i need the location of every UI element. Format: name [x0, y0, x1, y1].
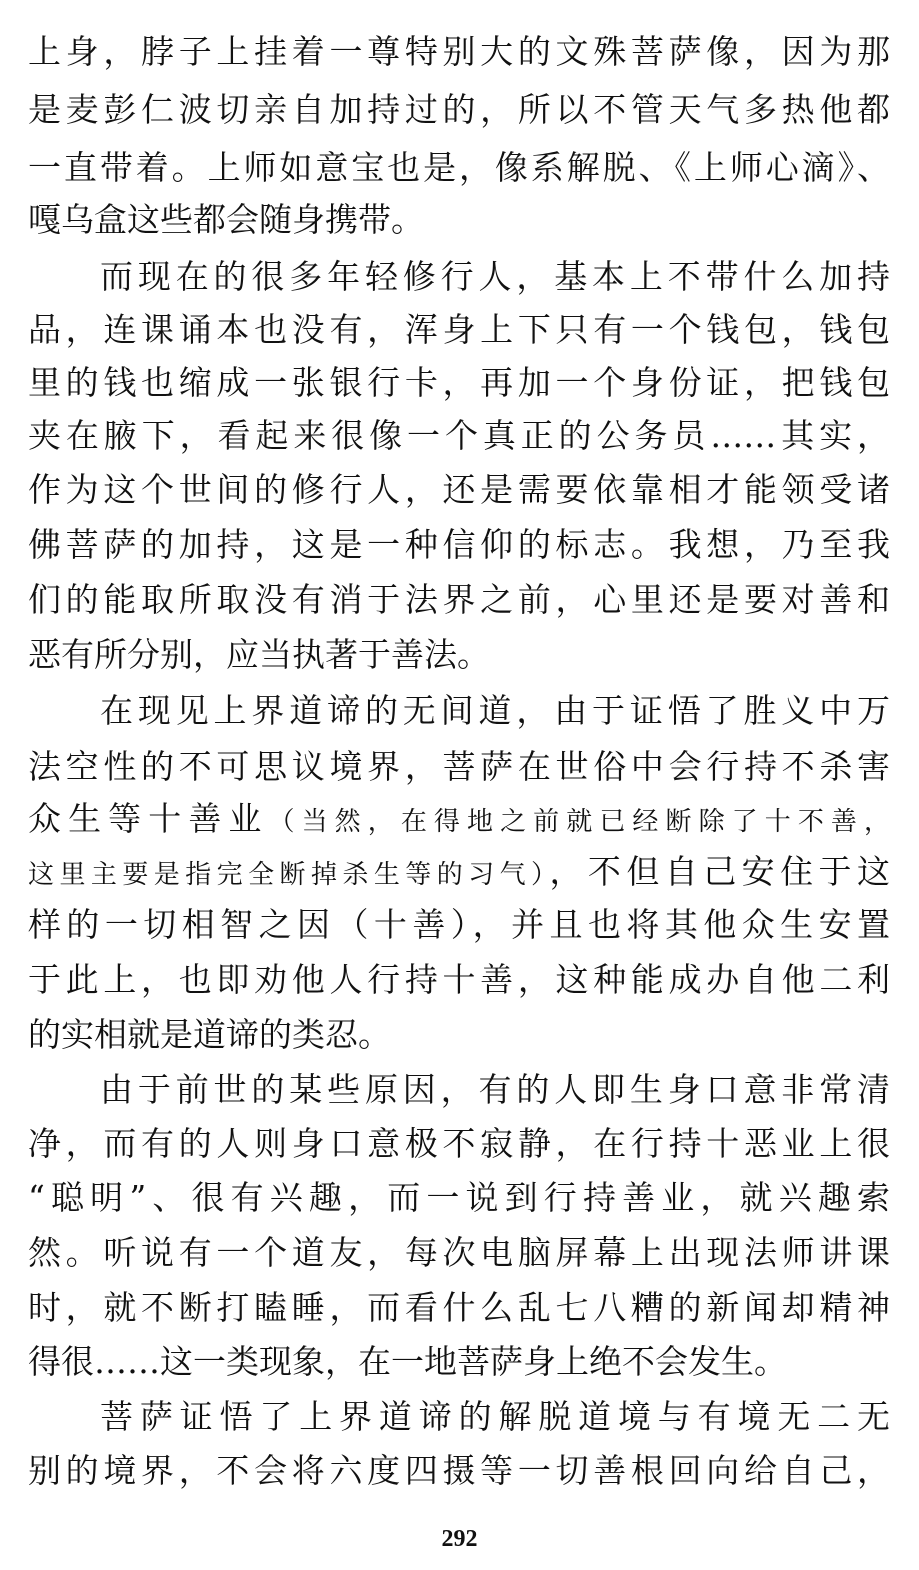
- text-line: 嘎乌盒这些都会随身携带。: [28, 200, 424, 239]
- text-line: 一直带着。上师如意宝也是，像系解脱、《上师心滴》、: [28, 148, 890, 187]
- inline-note: （当然，在得地之前就已经断除了十不善，: [268, 807, 890, 837]
- text-segment: 众生等十善业: [28, 799, 269, 838]
- inline-note: 这里主要是指完全断掉杀生等的习气）: [28, 860, 550, 890]
- text-line: 品，连课诵本也没有，浑身上下只有一个钱包，钱包: [28, 310, 890, 349]
- text-line: 于此上，也即劝他人行持十善，这种能成办自他二利: [28, 960, 890, 999]
- paragraph-start-line: 由于前世的某些原因，有的人即生身口意非常清: [100, 1070, 890, 1109]
- text-line: 法空性的不可思议境界，菩萨在世俗中会行持不杀害: [28, 747, 890, 786]
- text-line: 时，就不断打瞌睡，而看什么乱七八糟的新闻却精神: [28, 1288, 890, 1327]
- text-segment: ，不但自己安住于这: [549, 852, 890, 891]
- text-line: 里的钱也缩成一张银行卡，再加一个身份证，把钱包: [28, 363, 890, 402]
- text-line: 们的能取所取没有消于法界之前，心里还是要对善和: [28, 580, 890, 619]
- text-line-with-note: [28, 792, 890, 846]
- paragraph-start-line: 菩萨证悟了上界道谛的解脱道境与有境无二无: [100, 1397, 890, 1436]
- text-line: 夹在腋下，看起来很像一个真正的公务员……其实，: [28, 416, 890, 455]
- text-line: 恶有所分别，应当执著于善法。: [28, 635, 490, 674]
- paragraph-start-line: 在现见上界道谛的无间道，由于证悟了胜义中万: [100, 691, 890, 730]
- text-line: 净，而有的人则身口意极不寂静，在行持十恶业上很: [28, 1124, 890, 1163]
- paragraph-start-line: 而现在的很多年轻修行人，基本上不带什么加持: [100, 257, 890, 296]
- text-line: 佛菩萨的加持，这是一种信仰的标志。我想，乃至我: [28, 525, 890, 564]
- text-line: 样的一切相智之因（十善），并且也将其他众生安置: [28, 905, 890, 944]
- text-line: 作为这个世间的修行人，还是需要依靠相才能领受诸: [28, 470, 890, 509]
- page-number: 292: [441, 1526, 478, 1552]
- text-line: 别的境界，不会将六度四摄等一切善根回向给自己，: [28, 1451, 890, 1490]
- text-line: 然。听说有一个道友，每次电脑屏幕上出现法师讲课: [28, 1233, 890, 1272]
- text-line: 得很……这一类现象，在一地菩萨身上绝不会发生。: [28, 1342, 787, 1381]
- text-line: 是麦彭仁波切亲自加持过的，所以不管天气多热他都: [28, 90, 890, 129]
- text-line: “聪明”、很有兴趣，而一说到行持善业，就兴趣索: [28, 1178, 890, 1217]
- text-line: 上身，脖子上挂着一尊特别大的文殊菩萨像，因为那: [28, 32, 890, 71]
- text-line-with-note: [28, 845, 890, 899]
- text-line: 的实相就是道谛的类忍。: [28, 1015, 391, 1054]
